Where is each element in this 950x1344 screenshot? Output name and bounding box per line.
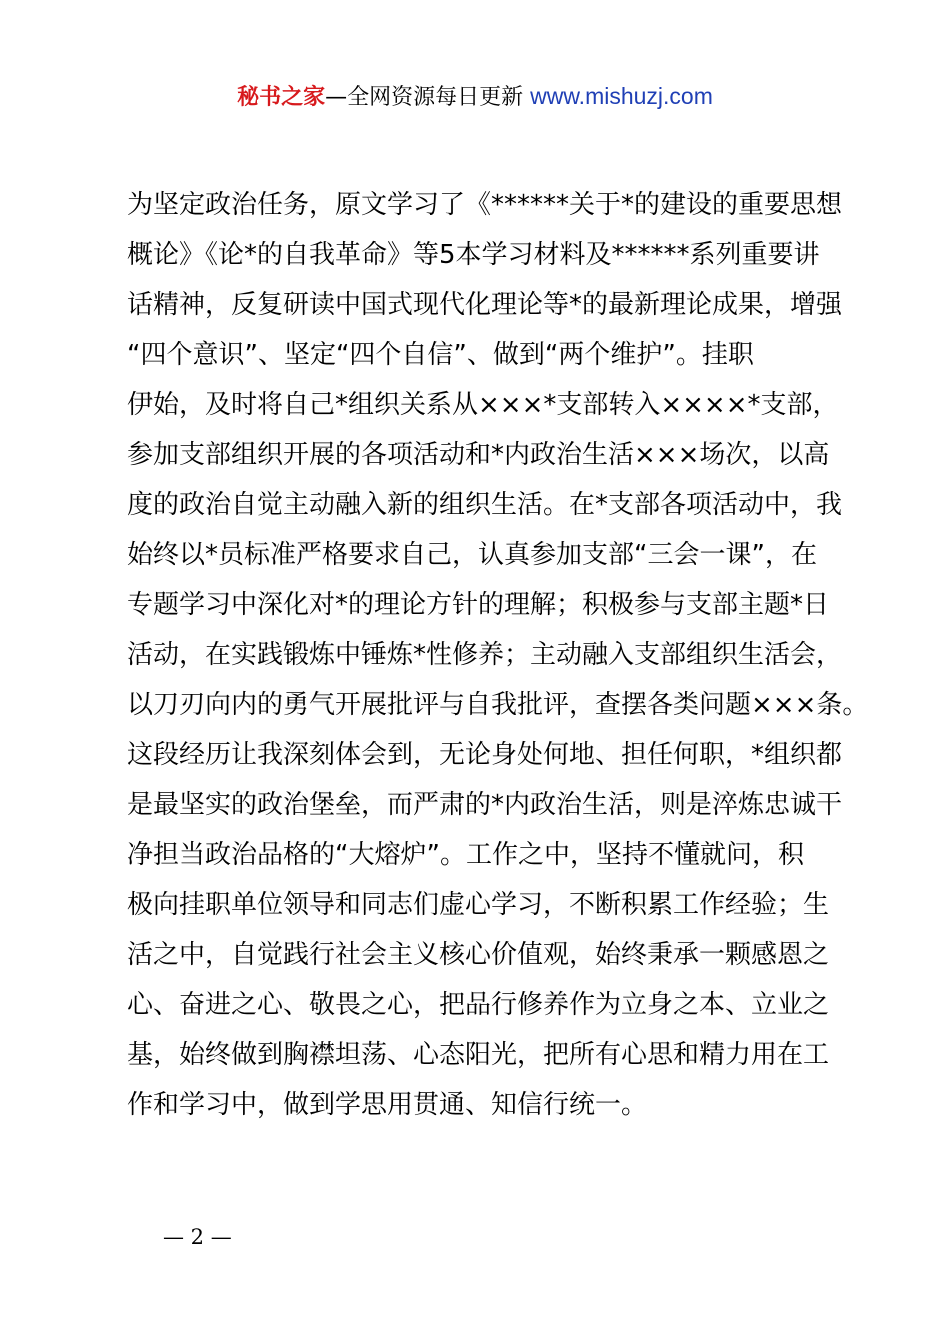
document-body [127, 180, 869, 1130]
body-line: 作和学习中，做到学思用贯通、知信行统一。 [127, 1090, 648, 1120]
body-line: 参加支部组织开展的各项活动和*内政治生活×××场次，以高 [127, 440, 830, 470]
body-line: 这段经历让我深刻体会到，无论身处何地、担任何职，*组织都 [127, 740, 843, 770]
site-tagline: —全网资源每日更新 [325, 85, 531, 110]
body-line: 专题学习中深化对*的理论方针的理解；积极参与支部主题*日 [127, 590, 830, 620]
body-line: 始终以*员标准严格要求自己，认真参加支部“三会一课”，在 [127, 540, 817, 570]
body-line: 为坚定政治任务，原文学习了《******关于*的建设的重要思想 [127, 190, 843, 220]
body-line: 净担当政治品格的“大熔炉”。工作之中，坚持不懂就问，积 [127, 840, 804, 870]
site-brand: 秘书之家 [237, 85, 326, 110]
body-line: 活动，在实践锻炼中锤炼*性修养；主动融入支部组织生活会， [127, 640, 843, 670]
site-url[interactable]: www.mishuzj.com [530, 83, 713, 109]
body-line: 基，始终做到胸襟坦荡、心态阳光，把所有心思和精力用在工 [127, 1040, 830, 1070]
body-line: 活之中，自觉践行社会主义核心价值观，始终秉承一颗感恩之 [127, 940, 830, 970]
body-line: 极向挂职单位领导和同志们虚心学习，不断积累工作经验；生 [127, 890, 830, 920]
body-line: 概论》《论*的自我革命》等5本学习材料及******系列重要讲 [127, 240, 820, 270]
body-line: 以刀刃向内的勇气开展批评与自我批评，查摆各类问题×××条。 [127, 690, 869, 720]
page-number: — 2 — [163, 1225, 232, 1249]
body-line: “四个意识”、坚定“四个自信”、做到“两个维护”。挂职 [127, 340, 754, 370]
body-line: 伊始，及时将自己*组织关系从×××*支部转入××××*支部， [127, 390, 839, 420]
body-line: 话精神，反复研读中国式现代化理论等*的最新理论成果，增强 [127, 290, 843, 320]
site-header [0, 80, 950, 114]
body-line: 心、奋进之心、敬畏之心，把品行修养作为立身之本、立业之 [127, 990, 830, 1020]
body-line: 是最坚实的政治堡垒，而严肃的*内政治生活，则是淬炼忠诚干 [127, 790, 843, 820]
body-line: 度的政治自觉主动融入新的组织生活。在*支部各项活动中，我 [127, 490, 843, 520]
